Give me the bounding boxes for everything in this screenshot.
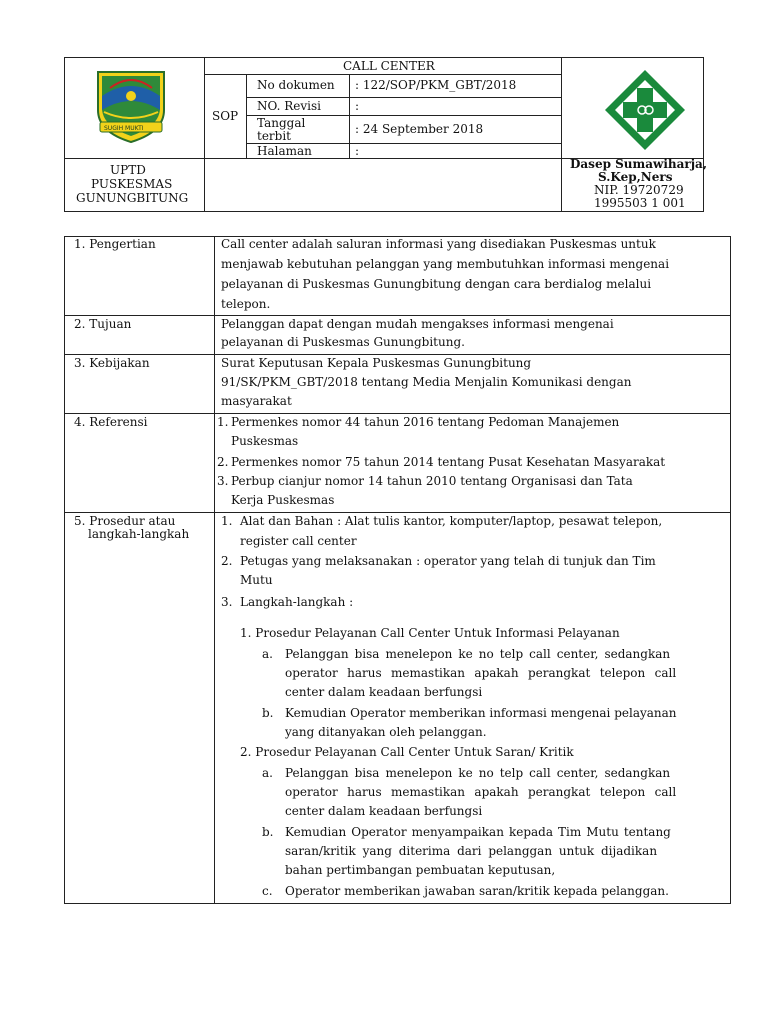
prosedur-item: Petugas yang melaksanakan : operator yang telah di tunjuk dan Tim [240, 554, 656, 568]
sub-item-line: Operator memberikan jawaban saran/kritik kepada pelanggan. [285, 884, 669, 898]
org-line-1: UPTD [110, 163, 146, 177]
sub-item-line: yang ditanyakan oleh pelanggan. [285, 725, 487, 739]
sop-label: SOP [212, 109, 239, 123]
kebijakan-line: masyarakat [221, 394, 292, 408]
sub-item-line: center dalam keadaan berfungsi [285, 804, 483, 818]
org-line-2: PUSKESMAS [91, 177, 173, 191]
field-value-no-dokumen: : 122/SOP/PKM_GBT/2018 [355, 78, 517, 92]
signatory-title: S.Kep,Ners [598, 170, 673, 184]
referensi-number: 2. [217, 455, 229, 469]
kebijakan-line: 91/SK/PKM_GBT/2018 tentang Media Menjalin Komunikasi dengan [221, 375, 632, 389]
field-label-tanggal: Tanggal [257, 116, 306, 130]
field-label-no-dokumen: No dokumen [257, 78, 335, 92]
referensi-item: Perbup cianjur nomor 14 tahun 2010 tentang Organisasi dan Tata [231, 474, 633, 488]
pengertian-line: Call center adalah saluran informasi yang disediakan Puskesmas untuk [221, 237, 656, 251]
referensi-number: 1. [217, 415, 229, 429]
referensi-item: Permenkes nomor 44 tahun 2016 tentang Pedoman Manajemen [231, 415, 620, 429]
field-label-halaman: Halaman [257, 144, 312, 158]
field-value-no-revisi: : [355, 99, 360, 113]
sub-item-line: Pelanggan bisa menelepon ke no telp call center, sedangkan [285, 647, 671, 661]
seal-motto: SUGIH MUKTI [104, 125, 144, 132]
sub-item-line: operator harus memastikan apakah perangkat telepon call [285, 666, 677, 680]
sub-item-line: Kemudian Operator memberikan informasi mengenai pelayanan [285, 706, 677, 720]
regency-seal-logo [90, 66, 172, 146]
sub-item-letter: b. [262, 825, 274, 839]
pengertian-line: pelayanan di Puskesmas Gunungbitung dengan cara berdialog melalui [221, 277, 652, 291]
section-label-prosedur-2: langkah-langkah [88, 527, 190, 541]
pengertian-line: menjawab kebutuhan pelanggan yang membutuhkan informasi mengenai [221, 257, 670, 271]
prosedur-number: 2. [221, 554, 233, 568]
prosedur-number: 3. [221, 595, 233, 609]
referensi-item: Kerja Puskesmas [231, 493, 335, 507]
prosedur-item: Mutu [240, 573, 273, 587]
prosedur-number: 1. [221, 514, 233, 528]
sub-item-letter: b. [262, 706, 274, 720]
sub-item-line: saran/kritik yang diterima dari pelanggan untuk dijadikan [285, 844, 658, 858]
section-label-referensi: 4. Referensi [74, 415, 148, 429]
sub-item-line: Kemudian Operator menyampaikan kepada Tim Mutu tentang [285, 825, 671, 839]
sub-item-letter: a. [262, 647, 273, 661]
field-value-halaman: : [355, 144, 360, 158]
sub-item-letter: a. [262, 766, 273, 780]
tujuan-line: Pelanggan dapat dengan mudah mengakses informasi mengenai [221, 317, 614, 331]
prosedur-item: Alat dan Bahan : Alat tulis kantor, komputer/laptop, pesawat telepon, [240, 514, 663, 528]
puskesmas-logo [603, 68, 687, 152]
document-title: CALL CENTER [343, 59, 435, 73]
referensi-item: Puskesmas [231, 434, 299, 448]
sub-item-line: bahan pertimbangan pembuatan keputusan, [285, 863, 556, 877]
sub-procedure-title: 2. Prosedur Pelayanan Call Center Untuk Saran/ Kritik [240, 745, 574, 759]
field-label-terbit: terbit [257, 129, 292, 143]
sub-item-line: center dalam keadaan berfungsi [285, 685, 483, 699]
org-line-3: GUNUNGBITUNG [76, 191, 189, 205]
pengertian-line: telepon. [221, 297, 271, 311]
field-label-no-revisi: NO. Revisi [257, 99, 322, 113]
referensi-item: Permenkes nomor 75 tahun 2014 tentang Pusat Kesehatan Masyarakat [231, 455, 666, 469]
sub-item-line: operator harus memastikan apakah perangkat telepon call [285, 785, 677, 799]
prosedur-item: Langkah-langkah : [240, 595, 354, 609]
section-label-pengertian: 1. Pengertian [74, 237, 156, 251]
section-label-kebijakan: 3. Kebijakan [74, 356, 150, 370]
field-value-tanggal: : 24 September 2018 [355, 122, 484, 136]
referensi-number: 3. [217, 474, 229, 488]
tujuan-line: pelayanan di Puskesmas Gunungbitung. [221, 335, 465, 349]
sub-procedure-title: 1. Prosedur Pelayanan Call Center Untuk Informasi Pelayanan [240, 626, 620, 640]
sub-item-line: Pelanggan bisa menelepon ke no telp call center, sedangkan [285, 766, 671, 780]
kebijakan-line: Surat Keputusan Kepala Puskesmas Gunungbitung [221, 356, 532, 370]
sub-item-letter: c. [262, 884, 273, 898]
section-label-prosedur: 5. Prosedur atau [74, 514, 176, 528]
signatory-name: Dasep Sumawiharja, [570, 157, 708, 171]
section-label-tujuan: 2. Tujuan [74, 317, 132, 331]
prosedur-item: register call center [240, 534, 357, 548]
signatory-nip-2: 1995503 1 001 [594, 196, 686, 210]
signatory-nip: NIP. 19720729 [594, 183, 684, 197]
